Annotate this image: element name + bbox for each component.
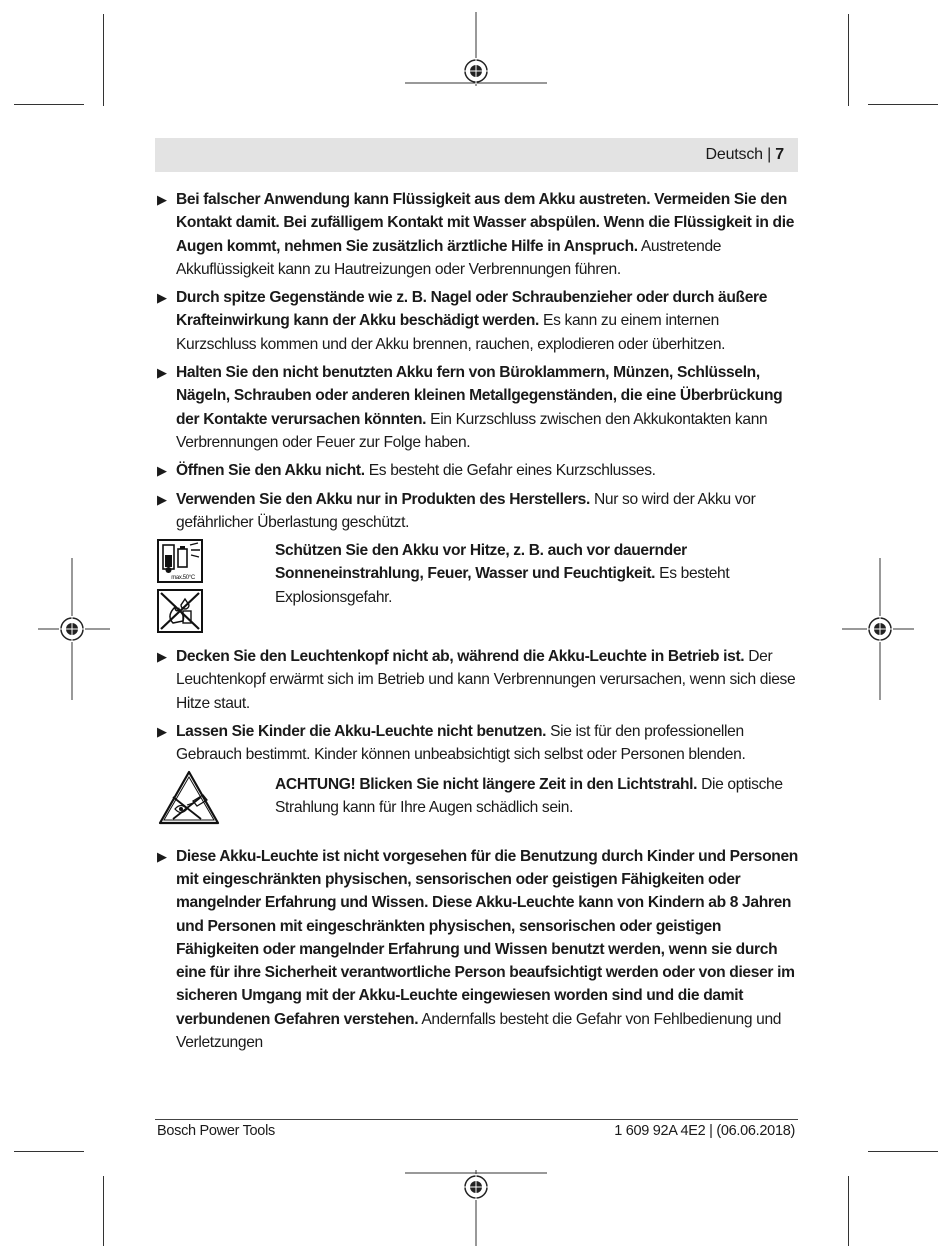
safety-item	[157, 188, 798, 281]
section-title: Deutsch	[705, 146, 763, 163]
safety-item	[157, 845, 798, 1055]
safety-item-bold: Durch spitze Gegenstände wie z. B. Nagel oder Schraubenzieher oder durch äußere Krafteinwirkung kann der Akku beschädigt werden.	[176, 289, 768, 330]
crop-mark	[103, 14, 104, 106]
safety-item-bold: Öffnen Sie den Akku nicht.	[176, 462, 365, 480]
optical-warning-bold: ACHTUNG! Blicken Sie nicht längere Zeit in den Lichtstrahl.	[275, 775, 698, 793]
registration-mark-icon	[405, 1170, 547, 1246]
safety-item-text: Andernfalls besteht die Gefahr von Fehlbedienung und Verletzungen	[176, 1010, 782, 1052]
bullet-arrow-icon: ▶	[157, 649, 167, 665]
safety-item-bold: Decken Sie den Leuchtenkopf nicht ab, während die Akku-Leuchte in Betrieb ist.	[176, 648, 745, 666]
optical-warning-normal: Die optische Strahlung kann für Ihre Augen schädlich sein.	[275, 775, 783, 816]
safety-item-bold: Diese Akku-Leuchte ist nicht vorgesehen für die Benutzung durch Kinder und Personen mit eingeschränkten physischen, sensorischen oder geistigen Fähigkeiten oder mangelnder Erfahrung und Wissen. Diese Akku-Leuchte kann von Kindern ab 8 Jahren und Personen mit eingeschränkten physischen, sensorischen oder geistigen Fähigkeiten oder mangelnder Erfahrung und Wissen benutzt werden, wenn sie durch eine für ihre Sicherheit verantwortliche Person beaufsichtigt werden oder von dieser im sicheren Umgang mit der Akku-Leuchte eingewiesen worden sind und die damit verbundenen Gefahren verstehen.	[176, 847, 798, 1028]
crop-mark	[848, 1176, 849, 1246]
header-text	[706, 146, 784, 164]
page-header	[155, 138, 798, 172]
registration-mark-icon	[405, 12, 547, 86]
safety-item	[157, 488, 798, 535]
crop-mark	[848, 14, 849, 106]
heat-warning-text	[275, 539, 798, 635]
safety-item	[157, 286, 798, 356]
eye-warning-triangle-icon	[157, 769, 221, 827]
safety-item	[157, 459, 798, 482]
bullet-arrow-icon: ▶	[157, 365, 167, 381]
optical-icons	[157, 773, 275, 835]
crop-mark	[103, 1176, 104, 1246]
safety-item-text: Nur so wird der Akku vor gefährlicher Überlastung geschützt.	[176, 490, 756, 531]
bullet-arrow-icon: ▶	[157, 463, 167, 479]
footer-publisher: Bosch Power Tools	[157, 1123, 275, 1139]
page-number: 7	[775, 146, 784, 163]
safety-item	[157, 720, 798, 767]
registration-mark-icon	[38, 558, 110, 700]
bullet-arrow-icon: ▶	[157, 192, 167, 207]
footer-rule	[155, 1119, 798, 1120]
heat-warning-bold: Schützen Sie den Akku vor Hitze, z. B. auch vor dauernder Sonneneinstrahlung, Feuer, Wasser und Feuchtigkeit.	[275, 542, 687, 583]
max-temp-label: max.50°C	[171, 575, 195, 582]
heat-warning-normal: Es besteht Explosionsgefahr.	[275, 565, 730, 606]
no-fire-water-icon	[157, 589, 203, 633]
safety-item-text: Es kann zu einem internen Kurzschluss kommen und der Akku brennen, rauchen, explodieren oder überhitzen.	[176, 312, 726, 353]
page-body	[157, 188, 798, 1059]
crop-mark	[868, 1151, 938, 1152]
bullet-arrow-icon: ▶	[157, 491, 167, 507]
safety-item	[157, 361, 798, 454]
battery-heat-icon	[157, 539, 203, 583]
optical-warning-text	[275, 773, 798, 835]
header-separator: |	[762, 146, 776, 163]
bullet-arrow-icon: ▶	[157, 848, 167, 864]
optical-warning-block	[157, 773, 798, 835]
safety-item	[157, 645, 798, 715]
safety-item-text: Es besteht die Gefahr eines Kurzschlusses.	[364, 462, 656, 480]
footer-doc-number: 1 609 92A 4E2 | (06.06.2018)	[614, 1123, 795, 1139]
crop-mark	[868, 104, 938, 105]
bullet-arrow-icon: ▶	[157, 724, 167, 740]
safety-item-text: Ein Kurzschluss zwischen den Akkukontakten kann Verbrennungen oder Feuer zur Folge haben.	[176, 410, 768, 451]
safety-item-bold: Bei falscher Anwendung kann Flüssigkeit aus dem Akku austreten. Vermeiden Sie den Kontakt damit. Bei zufälligem Kontakt mit Wasser abspülen. Wenn die Flüssigkeit in die Augen kommt, nehmen Sie zusätzlich ärztliche Hilfe in Anspruch.	[176, 191, 795, 255]
heat-warning-block	[157, 539, 798, 635]
safety-item-text: Der Leuchtenkopf erwärmt sich im Betrieb und kann Verbrennungen verursachen, wenn sich diese Hitze staut.	[176, 648, 796, 712]
registration-mark-icon	[842, 558, 914, 700]
crop-mark	[14, 104, 84, 105]
bullet-arrow-icon: ▶	[157, 290, 167, 306]
crop-mark	[14, 1151, 84, 1152]
heat-icons	[157, 539, 275, 635]
safety-item-bold: Halten Sie den nicht benutzten Akku fern von Büroklammern, Münzen, Schlüsseln, Nägeln, Schrauben oder anderen kleinen Metallgegenständen, die eine Überbrückung der Kontakte verursachen könnten.	[176, 364, 783, 428]
safety-item-text: Sie ist für den professionellen Gebrauch bestimmt. Kinder können unbeabsichtigt sich selbst oder Personen blenden.	[176, 723, 746, 764]
safety-item-bold: Verwenden Sie den Akku nur in Produkten des Herstellers.	[176, 490, 590, 508]
safety-item-bold: Lassen Sie Kinder die Akku-Leuchte nicht benutzen.	[176, 723, 547, 741]
safety-item-text: Austretende Akkuflüssigkeit kann zu Hautreizungen oder Verbrennungen führen.	[176, 237, 722, 278]
